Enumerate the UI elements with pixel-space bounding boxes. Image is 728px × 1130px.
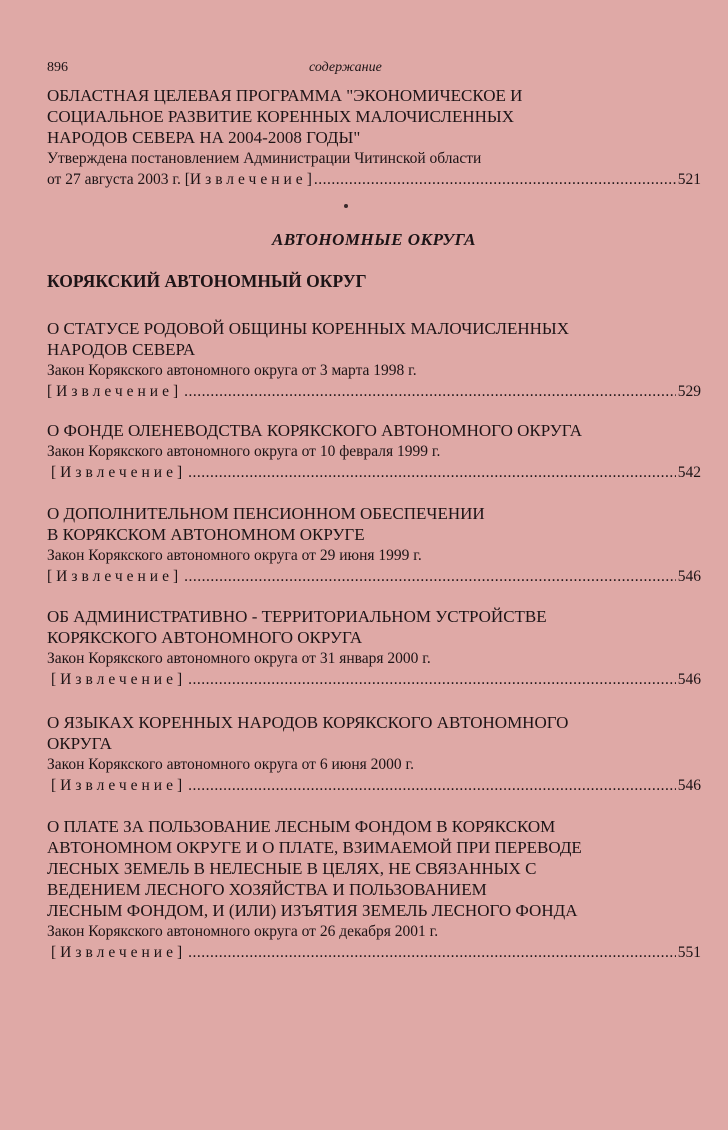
extract-label: [Извлечение] (47, 383, 183, 400)
extract-label: [Извлечение] (51, 944, 187, 961)
entry-page-line (47, 462, 701, 483)
extract-label: Извлечение (189, 171, 307, 188)
entry-title-line: НАРОДОВ СЕВЕРА (47, 340, 196, 359)
extract-label: [Извлечение] (47, 568, 183, 585)
entry-source: Закон Корякского автономного округа от 26 декабря 2001 г. (47, 923, 439, 940)
entry-source: Закон Корякского автономного округа от 6 июня 2000 г. (47, 756, 414, 773)
entry-page[interactable]: 529 (677, 383, 701, 400)
entry-title-line: ЛЕСНЫХ ЗЕМЕЛЬ В НЕЛЕСНЫЕ В ЦЕЛЯХ, НЕ СВЯЗАННЫХ С (47, 859, 537, 878)
entry-title-line: ВЕДЕНИЕМ ЛЕСНОГО ХОЗЯЙСТВА И ПОЛЬЗОВАНИЕМ (47, 880, 487, 899)
entry-title-line: О СТАТУСЕ РОДОВОЙ ОБЩИНЫ КОРЕННЫХ МАЛОЧИСЛЕННЫХ (47, 319, 570, 338)
entry-page[interactable]: 546 (677, 777, 701, 794)
entry-source: Утверждена постановлением Администрации Читинской области (47, 150, 482, 167)
toc-entry (47, 503, 701, 587)
entry-page-line (47, 775, 701, 796)
entry-page-line (47, 942, 701, 963)
entry-title-line: АВТОНОМНОМ ОКРУГЕ И О ПЛАТЕ, ВЗИМАЕМОЙ ПРИ ПЕРЕВОДЕ (47, 838, 582, 857)
entry-title-line: СОЦИАЛЬНОЕ РАЗВИТИЕ КОРЕННЫХ МАЛОЧИСЛЕННЫХ (47, 107, 515, 126)
toc-page (47, 0, 701, 1130)
dot-leader (184, 381, 676, 402)
dot-leader (314, 169, 676, 190)
entry-title-line: ОБЛАСТНАЯ ЦЕЛЕВАЯ ПРОГРАММА "ЭКОНОМИЧЕСКОЕ И (47, 86, 523, 105)
entry-page-line (47, 566, 701, 587)
running-head: содержание (309, 60, 382, 75)
entry-source: Закон Корякского автономного округа от 10 февраля 1999 г. (47, 443, 441, 460)
toc-entry (47, 606, 701, 690)
entry-title-line: О ЯЗЫКАХ КОРЕННЫХ НАРОДОВ КОРЯКСКОГО АВТОНОМНОГО (47, 713, 569, 732)
entry-source: Закон Корякского автономного округа от 3 марта 1998 г. (47, 362, 417, 379)
section-title: АВТОНОМНЫЕ ОКРУГА (272, 230, 476, 249)
entry-title-line: КОРЯКСКОГО АВТОНОМНОГО ОКРУГА (47, 628, 363, 647)
entry-title-line: ОБ АДМИНИСТРАТИВНО - ТЕРРИТОРИАЛЬНОМ УСТРОЙСТВЕ (47, 607, 547, 626)
toc-entry (47, 318, 701, 402)
entry-source: Закон Корякского автономного округа от 29 июня 1999 г. (47, 547, 422, 564)
entry-page[interactable]: 542 (677, 464, 701, 481)
entry-page[interactable]: 551 (677, 944, 701, 961)
decorative-dot (344, 204, 348, 208)
extract-label: [Извлечение] (51, 464, 187, 481)
entry-title-line: ЛЕСНЫМ ФОНДОМ, И (ИЛИ) ИЗЪЯТИЯ ЗЕМЕЛЬ ЛЕСНОГО ФОНДА (47, 901, 578, 920)
toc-entry (47, 816, 701, 963)
dot-leader (188, 669, 676, 690)
entry-title-line: В КОРЯКСКОМ АВТОНОМНОМ ОКРУГЕ (47, 525, 365, 544)
entry-page[interactable]: 521 (677, 171, 701, 188)
entry-title-line: О ФОНДЕ ОЛЕНЕВОДСТВА КОРЯКСКОГО АВТОНОМНОГО ОКРУГА (47, 421, 583, 440)
entry-page[interactable]: 546 (677, 568, 701, 585)
extract-close: ] (306, 171, 312, 188)
dot-leader (184, 566, 676, 587)
dot-leader (188, 775, 676, 796)
toc-entry (47, 420, 701, 483)
entry-title-line: О ДОПОЛНИТЕЛЬНОМ ПЕНСИОННОМ ОБЕСПЕЧЕНИИ (47, 504, 485, 523)
entry-page[interactable]: 546 (677, 671, 701, 688)
entry-source: Закон Корякского автономного округа от 31 января 2000 г. (47, 650, 431, 667)
extract-label: [Извлечение] (51, 671, 187, 688)
toc-entry-chita-program (47, 85, 701, 190)
entry-title-line: ОКРУГА (47, 734, 112, 753)
entry-date: от 27 августа 2003 г. [ (47, 171, 190, 188)
entry-title-line: НАРОДОВ СЕВЕРА НА 2004-2008 ГОДЫ" (47, 128, 361, 147)
entry-page-line (47, 381, 701, 402)
page-header (47, 60, 701, 80)
toc-entry (47, 712, 701, 796)
subsection-title: КОРЯКСКИЙ АВТОНОМНЫЙ ОКРУГ (47, 271, 367, 291)
entry-page-line (47, 669, 701, 690)
entry-page-line (47, 169, 701, 190)
page-number: 896 (47, 60, 68, 75)
extract-label: [Извлечение] (51, 777, 187, 794)
dot-leader (188, 462, 676, 483)
entry-title-line: О ПЛАТЕ ЗА ПОЛЬЗОВАНИЕ ЛЕСНЫМ ФОНДОМ В КОРЯКСКОМ (47, 817, 556, 836)
dot-leader (188, 942, 676, 963)
